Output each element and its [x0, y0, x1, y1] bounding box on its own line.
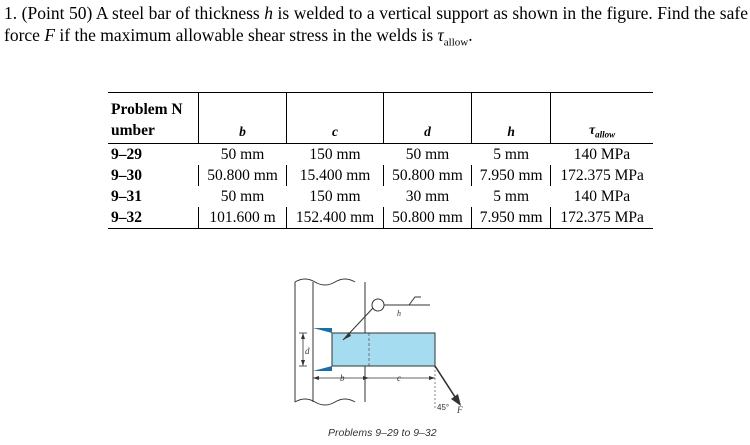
cell-problem: 9–32: [108, 207, 199, 229]
cell-d: 50.800 mm: [383, 165, 471, 186]
data-table: [108, 92, 653, 229]
table-row: [108, 165, 653, 186]
cell-problem: 9–30: [111, 166, 142, 184]
cell-b: 50 mm: [220, 145, 265, 163]
label-d: d: [305, 346, 310, 356]
cell-h: 5 mm: [493, 187, 530, 205]
var-h: h: [264, 3, 274, 23]
header-tau-sub: allow: [595, 130, 616, 140]
cell-b: 101.600 m: [199, 207, 287, 229]
cell-d: 50 mm: [405, 145, 450, 163]
problem-prefix: 1. (Point 50) A steel bar of thickness: [4, 3, 265, 23]
figure-caption: Problems 9–29 to 9–32: [328, 427, 437, 439]
cell-c: 15.400 mm: [287, 165, 384, 186]
weld-top: [313, 328, 332, 333]
var-F: F: [44, 25, 56, 45]
cell-problem: 9–31: [111, 187, 142, 205]
weld-figure: [285, 262, 465, 427]
fillet-weld-symbol: [409, 297, 421, 305]
dimension-c-arrow-right: [429, 376, 435, 380]
cell-h: 7.950 mm: [472, 165, 551, 186]
label-F: F: [457, 405, 463, 415]
cell-c: 150 mm: [309, 145, 361, 163]
header-tau: τ: [589, 122, 596, 138]
support-bottom-break: [295, 399, 355, 405]
header-tau-allow: [551, 93, 653, 144]
header-problem-number: [108, 93, 199, 144]
header-b: b: [199, 93, 287, 144]
header-h: h: [472, 93, 551, 144]
label-angle: 45°: [437, 403, 450, 412]
force-arrow: [435, 366, 457, 400]
cell-tau: 140 MPa: [573, 187, 631, 205]
cell-b: 50.800 mm: [199, 165, 287, 186]
weld-all-around-symbol: [372, 299, 384, 311]
problem-suffix: if the maximum allowable shear stress in the welds is: [55, 25, 438, 45]
cell-d: 30 mm: [405, 187, 450, 205]
dimension-b-arrow-right: [363, 376, 369, 380]
support-top-break: [295, 279, 355, 285]
cell-d: 50.800 mm: [383, 207, 471, 229]
dimension-d-arrow-bottom: [301, 360, 305, 366]
cell-h: 5 mm: [493, 145, 530, 163]
dimension-b-arrow-left: [313, 376, 319, 380]
problem-mid: is welded to a vertical support as shown in the figure. Find the safe force: [4, 3, 748, 45]
problem-end: .: [468, 25, 473, 45]
header-problem-line2: umber: [111, 122, 155, 139]
table-row: [108, 207, 653, 229]
label-b: b: [340, 373, 345, 383]
header-c: c: [287, 93, 384, 144]
cell-problem: 9–29: [111, 145, 142, 163]
label-c: c: [397, 373, 401, 383]
dimension-d-arrow-top: [301, 333, 305, 339]
cell-b: 50 mm: [220, 187, 265, 205]
weld-bottom: [313, 366, 332, 371]
var-tau: τ: [437, 25, 444, 45]
cell-tau: 172.375 MPa: [551, 165, 653, 186]
steel-bar: [332, 333, 435, 366]
var-tau-sub: allow: [443, 36, 469, 49]
cell-c: 152.400 mm: [287, 207, 384, 229]
cell-tau: 172.375 MPa: [551, 207, 653, 229]
cell-h: 7.950 mm: [472, 207, 551, 229]
header-d: d: [383, 93, 471, 144]
table-header-row: [108, 93, 653, 144]
cell-c: 150 mm: [309, 187, 361, 205]
header-problem-line1: Problem N: [111, 101, 183, 118]
problem-statement: [4, 2, 748, 54]
table-row: [108, 144, 653, 166]
cell-tau: 140 MPa: [573, 145, 631, 163]
table-row: [108, 186, 653, 207]
label-h: h: [397, 309, 401, 318]
